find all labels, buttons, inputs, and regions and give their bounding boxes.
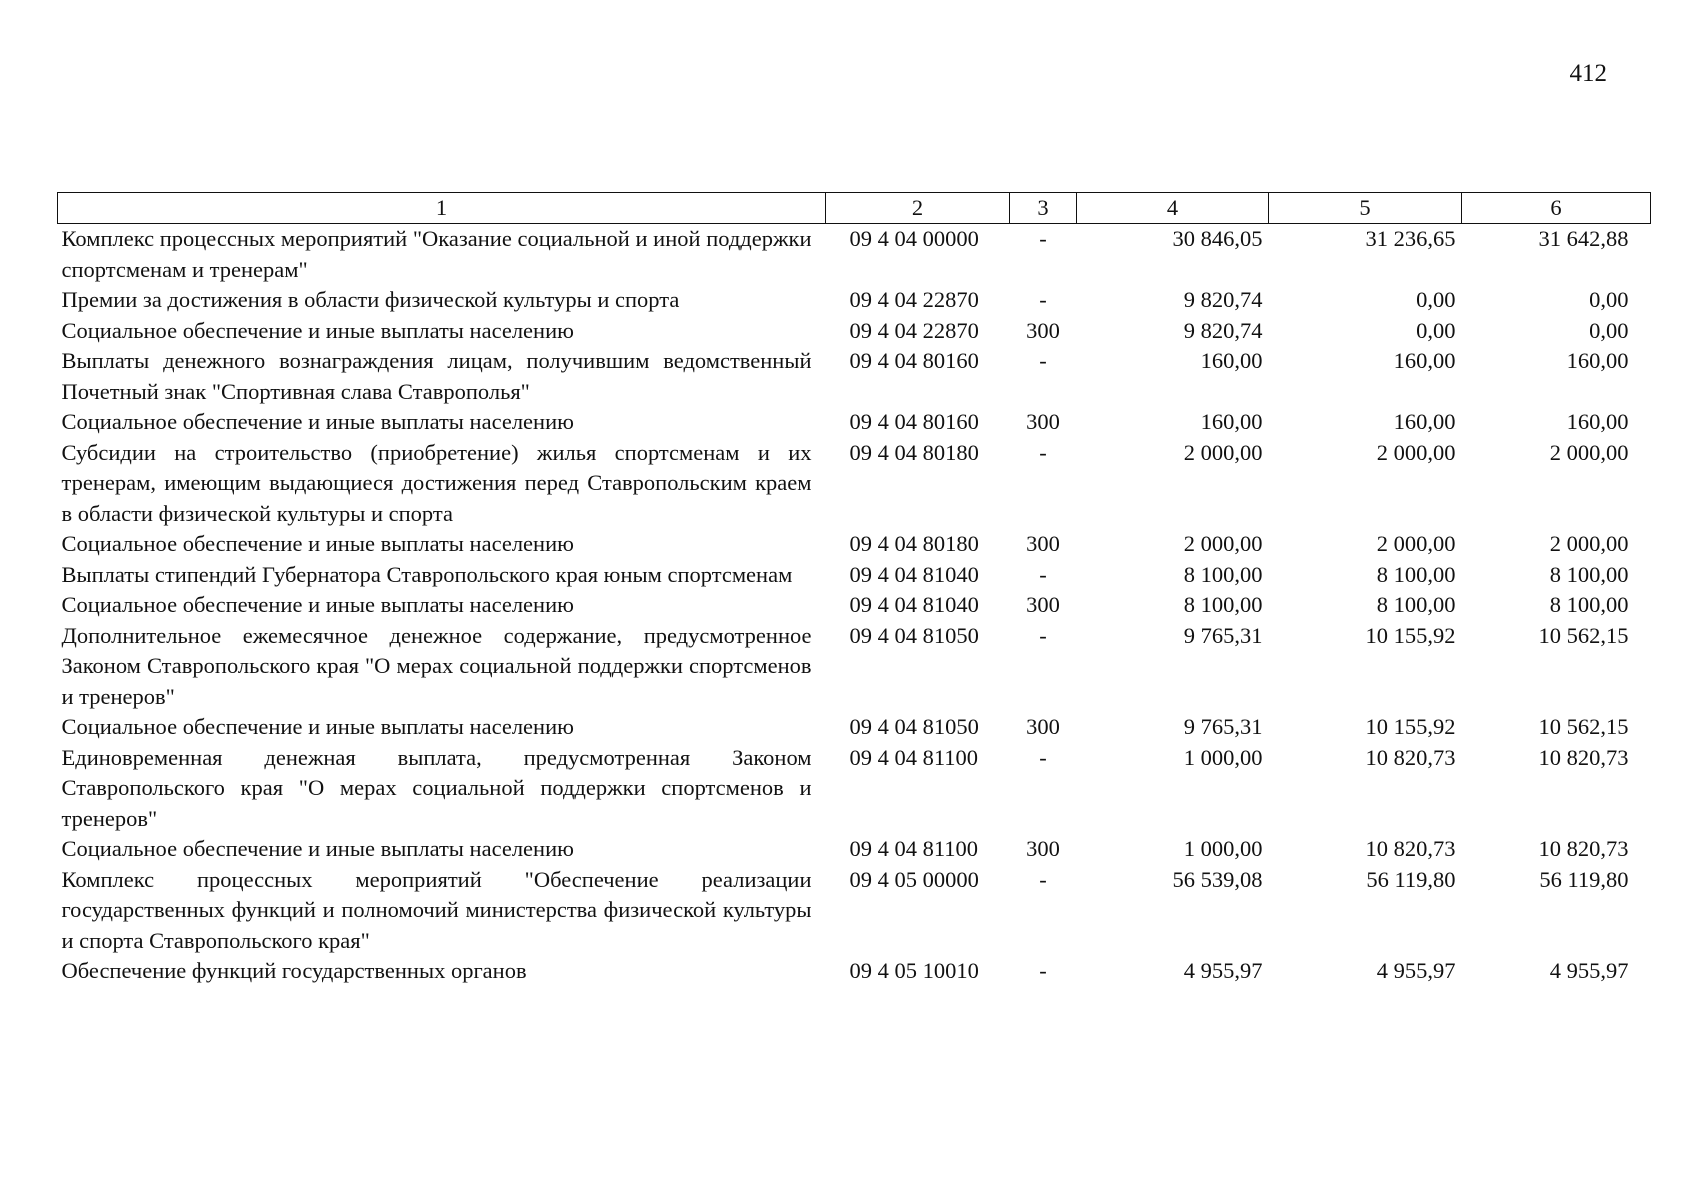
row-name-cell: Социальное обеспечение и иные выплаты населению [61, 531, 574, 556]
table-row [58, 346, 1651, 407]
row-expense-type-cell: 300 [1026, 836, 1060, 861]
table-row [58, 224, 1651, 286]
column-header-2: 2 [826, 193, 1010, 224]
row-code-cell: 09 4 04 81100 [849, 836, 979, 861]
row-value-col5-cell: 160,00 [1393, 348, 1456, 373]
row-code-cell: 09 4 04 81100 [849, 744, 979, 770]
row-value-col5-cell: 160,00 [1393, 409, 1456, 434]
row-code-cell: 09 4 04 81050 [849, 714, 979, 739]
table-header [58, 193, 1651, 224]
table-row [58, 743, 1651, 835]
column-header-6: 6 [1462, 193, 1651, 224]
budget-table [57, 192, 1651, 987]
row-value-col4-cell: 2 000,00 [1183, 439, 1263, 465]
row-expense-type-cell: - [1039, 226, 1047, 251]
row-name-cell: Премии за достижения в области физической культуры и спорта [61, 287, 680, 312]
row-expense-type-cell: - [1039, 958, 1047, 983]
column-header-1: 1 [58, 193, 826, 224]
row-value-col6-cell: 4 955,97 [1549, 958, 1629, 983]
table-row [58, 834, 1651, 865]
row-value-col6-cell: 10 562,15 [1538, 714, 1629, 739]
table-row [58, 285, 1651, 316]
row-expense-type-cell: - [1039, 622, 1047, 648]
row-code-cell: 09 4 05 10010 [849, 958, 979, 983]
row-expense-type-cell: - [1039, 287, 1047, 312]
row-name-cell: Социальное обеспечение и иные выплаты населению [61, 836, 574, 861]
column-header-4: 4 [1077, 193, 1269, 224]
row-value-col5-cell: 10 155,92 [1365, 622, 1456, 648]
row-value-col4-cell: 160,00 [1200, 409, 1263, 434]
row-value-col6-cell: 8 100,00 [1549, 561, 1629, 587]
row-value-col6-cell: 10 562,15 [1538, 622, 1629, 648]
row-expense-type-cell: 300 [1026, 531, 1060, 556]
row-value-col5-cell: 2 000,00 [1376, 439, 1456, 465]
row-name-cell: Социальное обеспечение и иные выплаты населению [61, 409, 574, 434]
row-value-col5-cell: 2 000,00 [1376, 531, 1456, 556]
row-value-col4-cell: 4 955,97 [1183, 958, 1263, 983]
row-name-cell: Комплекс процессных мероприятий "Оказание социальной и иной поддержки спортсменам и тренерам" [61, 226, 812, 282]
row-code-cell: 09 4 04 80160 [849, 348, 979, 373]
row-code-cell: 09 4 04 22870 [849, 287, 979, 312]
table-row [58, 621, 1651, 713]
row-value-col6-cell: 31 642,88 [1538, 226, 1629, 251]
row-expense-type-cell: - [1039, 866, 1047, 892]
table-row [58, 956, 1651, 987]
row-value-col5-cell: 56 119,80 [1366, 866, 1456, 892]
row-expense-type-cell: 300 [1026, 592, 1060, 617]
row-value-col4-cell: 1 000,00 [1183, 744, 1263, 770]
row-name-cell: Выплаты денежного вознаграждения лицам, получившим ведомственный Почетный знак "Спортивная слава Ставрополья" [61, 348, 812, 404]
table-row [58, 590, 1651, 621]
row-value-col5-cell: 4 955,97 [1376, 958, 1456, 983]
table-row [58, 529, 1651, 560]
page-number: 412 [1569, 60, 1607, 87]
row-expense-type-cell: - [1039, 561, 1047, 587]
table-row [58, 712, 1651, 743]
row-code-cell: 09 4 04 80160 [849, 409, 979, 434]
row-value-col4-cell: 56 539,08 [1172, 866, 1263, 892]
row-value-col4-cell: 8 100,00 [1183, 592, 1263, 617]
row-value-col6-cell: 160,00 [1566, 348, 1629, 373]
row-code-cell: 09 4 04 81040 [849, 592, 979, 617]
row-value-col4-cell: 1 000,00 [1183, 836, 1263, 861]
column-number-row [58, 193, 1651, 224]
row-value-col5-cell: 31 236,65 [1365, 226, 1456, 251]
row-value-col5-cell: 10 155,92 [1365, 714, 1456, 739]
table-row [58, 407, 1651, 438]
row-value-col6-cell: 8 100,00 [1549, 592, 1629, 617]
table-body [58, 224, 1651, 987]
row-value-col6-cell: 0,00 [1589, 287, 1629, 312]
row-name-cell: Единовременная денежная выплата, предусмотренная Законом Ставропольского края "О мерах социальной поддержки спортсменов и тренеров" [61, 744, 812, 831]
row-expense-type-cell: 300 [1026, 317, 1060, 343]
row-value-col6-cell: 2 000,00 [1549, 439, 1629, 465]
row-expense-type-cell: - [1039, 744, 1047, 770]
row-value-col4-cell: 30 846,05 [1172, 226, 1263, 251]
row-value-col4-cell: 8 100,00 [1183, 561, 1263, 587]
row-code-cell: 09 4 04 81050 [849, 622, 979, 648]
row-value-col5-cell: 8 100,00 [1376, 561, 1456, 587]
row-name-cell: Социальное обеспечение и иные выплаты населению [61, 714, 574, 739]
row-value-col6-cell: 160,00 [1566, 409, 1629, 434]
table-row [58, 865, 1651, 957]
row-value-col4-cell: 9 820,74 [1183, 317, 1263, 343]
budget-table-container [57, 192, 1650, 987]
row-value-col6-cell: 10 820,73 [1538, 744, 1629, 770]
row-name-cell: Комплекс процессных мероприятий "Обеспечение реализации государственных функций и полномочий министерства физической культуры и спорта Ставропольского края" [61, 866, 812, 953]
row-value-col5-cell: 0,00 [1416, 287, 1456, 312]
row-value-col6-cell: 2 000,00 [1549, 531, 1629, 556]
row-value-col5-cell: 10 820,73 [1365, 836, 1456, 861]
row-value-col5-cell: 10 820,73 [1365, 744, 1456, 770]
row-name-cell: Обеспечение функций государственных органов [61, 958, 527, 983]
row-value-col5-cell: 8 100,00 [1376, 592, 1456, 617]
row-expense-type-cell: 300 [1026, 409, 1060, 434]
row-code-cell: 09 4 04 22870 [849, 317, 979, 343]
row-value-col5-cell: 0,00 [1416, 317, 1456, 343]
row-value-col4-cell: 160,00 [1200, 348, 1263, 373]
row-name-cell: Социальное обеспечение и иные выплаты населению [61, 317, 574, 343]
row-code-cell: 09 4 05 00000 [849, 866, 979, 892]
row-expense-type-cell: - [1039, 348, 1047, 373]
row-code-cell: 09 4 04 80180 [849, 439, 979, 465]
row-code-cell: 09 4 04 80180 [849, 531, 979, 556]
table-row [58, 316, 1651, 347]
row-value-col4-cell: 9 820,74 [1183, 287, 1263, 312]
row-value-col6-cell: 0,00 [1589, 317, 1629, 343]
row-expense-type-cell: 300 [1026, 714, 1060, 739]
column-header-3: 3 [1010, 193, 1077, 224]
row-name-cell: Дополнительное ежемесячное денежное содержание, предусмотренное Законом Ставропольского края "О мерах социальной поддержки спортсменов и тренеров" [61, 622, 812, 709]
row-code-cell: 09 4 04 81040 [849, 561, 979, 587]
row-code-cell: 09 4 04 00000 [849, 226, 979, 251]
row-value-col6-cell: 56 119,80 [1539, 866, 1629, 892]
row-value-col6-cell: 10 820,73 [1538, 836, 1629, 861]
row-name-cell: Субсидии на строительство (приобретение) жилья спортсменам и их тренерам, имеющим выдающиеся достижения перед Ставропольским краем в области физической культуры и спорта [61, 439, 812, 526]
row-value-col4-cell: 9 765,31 [1183, 622, 1263, 648]
row-value-col4-cell: 2 000,00 [1183, 531, 1263, 556]
column-header-5: 5 [1269, 193, 1462, 224]
row-value-col4-cell: 9 765,31 [1183, 714, 1263, 739]
row-expense-type-cell: - [1039, 439, 1047, 465]
row-name-cell: Выплаты стипендий Губернатора Ставропольского края юным спортсменам [61, 561, 793, 587]
row-name-cell: Социальное обеспечение и иные выплаты населению [61, 592, 574, 617]
table-row [58, 438, 1651, 530]
table-row [58, 560, 1651, 591]
